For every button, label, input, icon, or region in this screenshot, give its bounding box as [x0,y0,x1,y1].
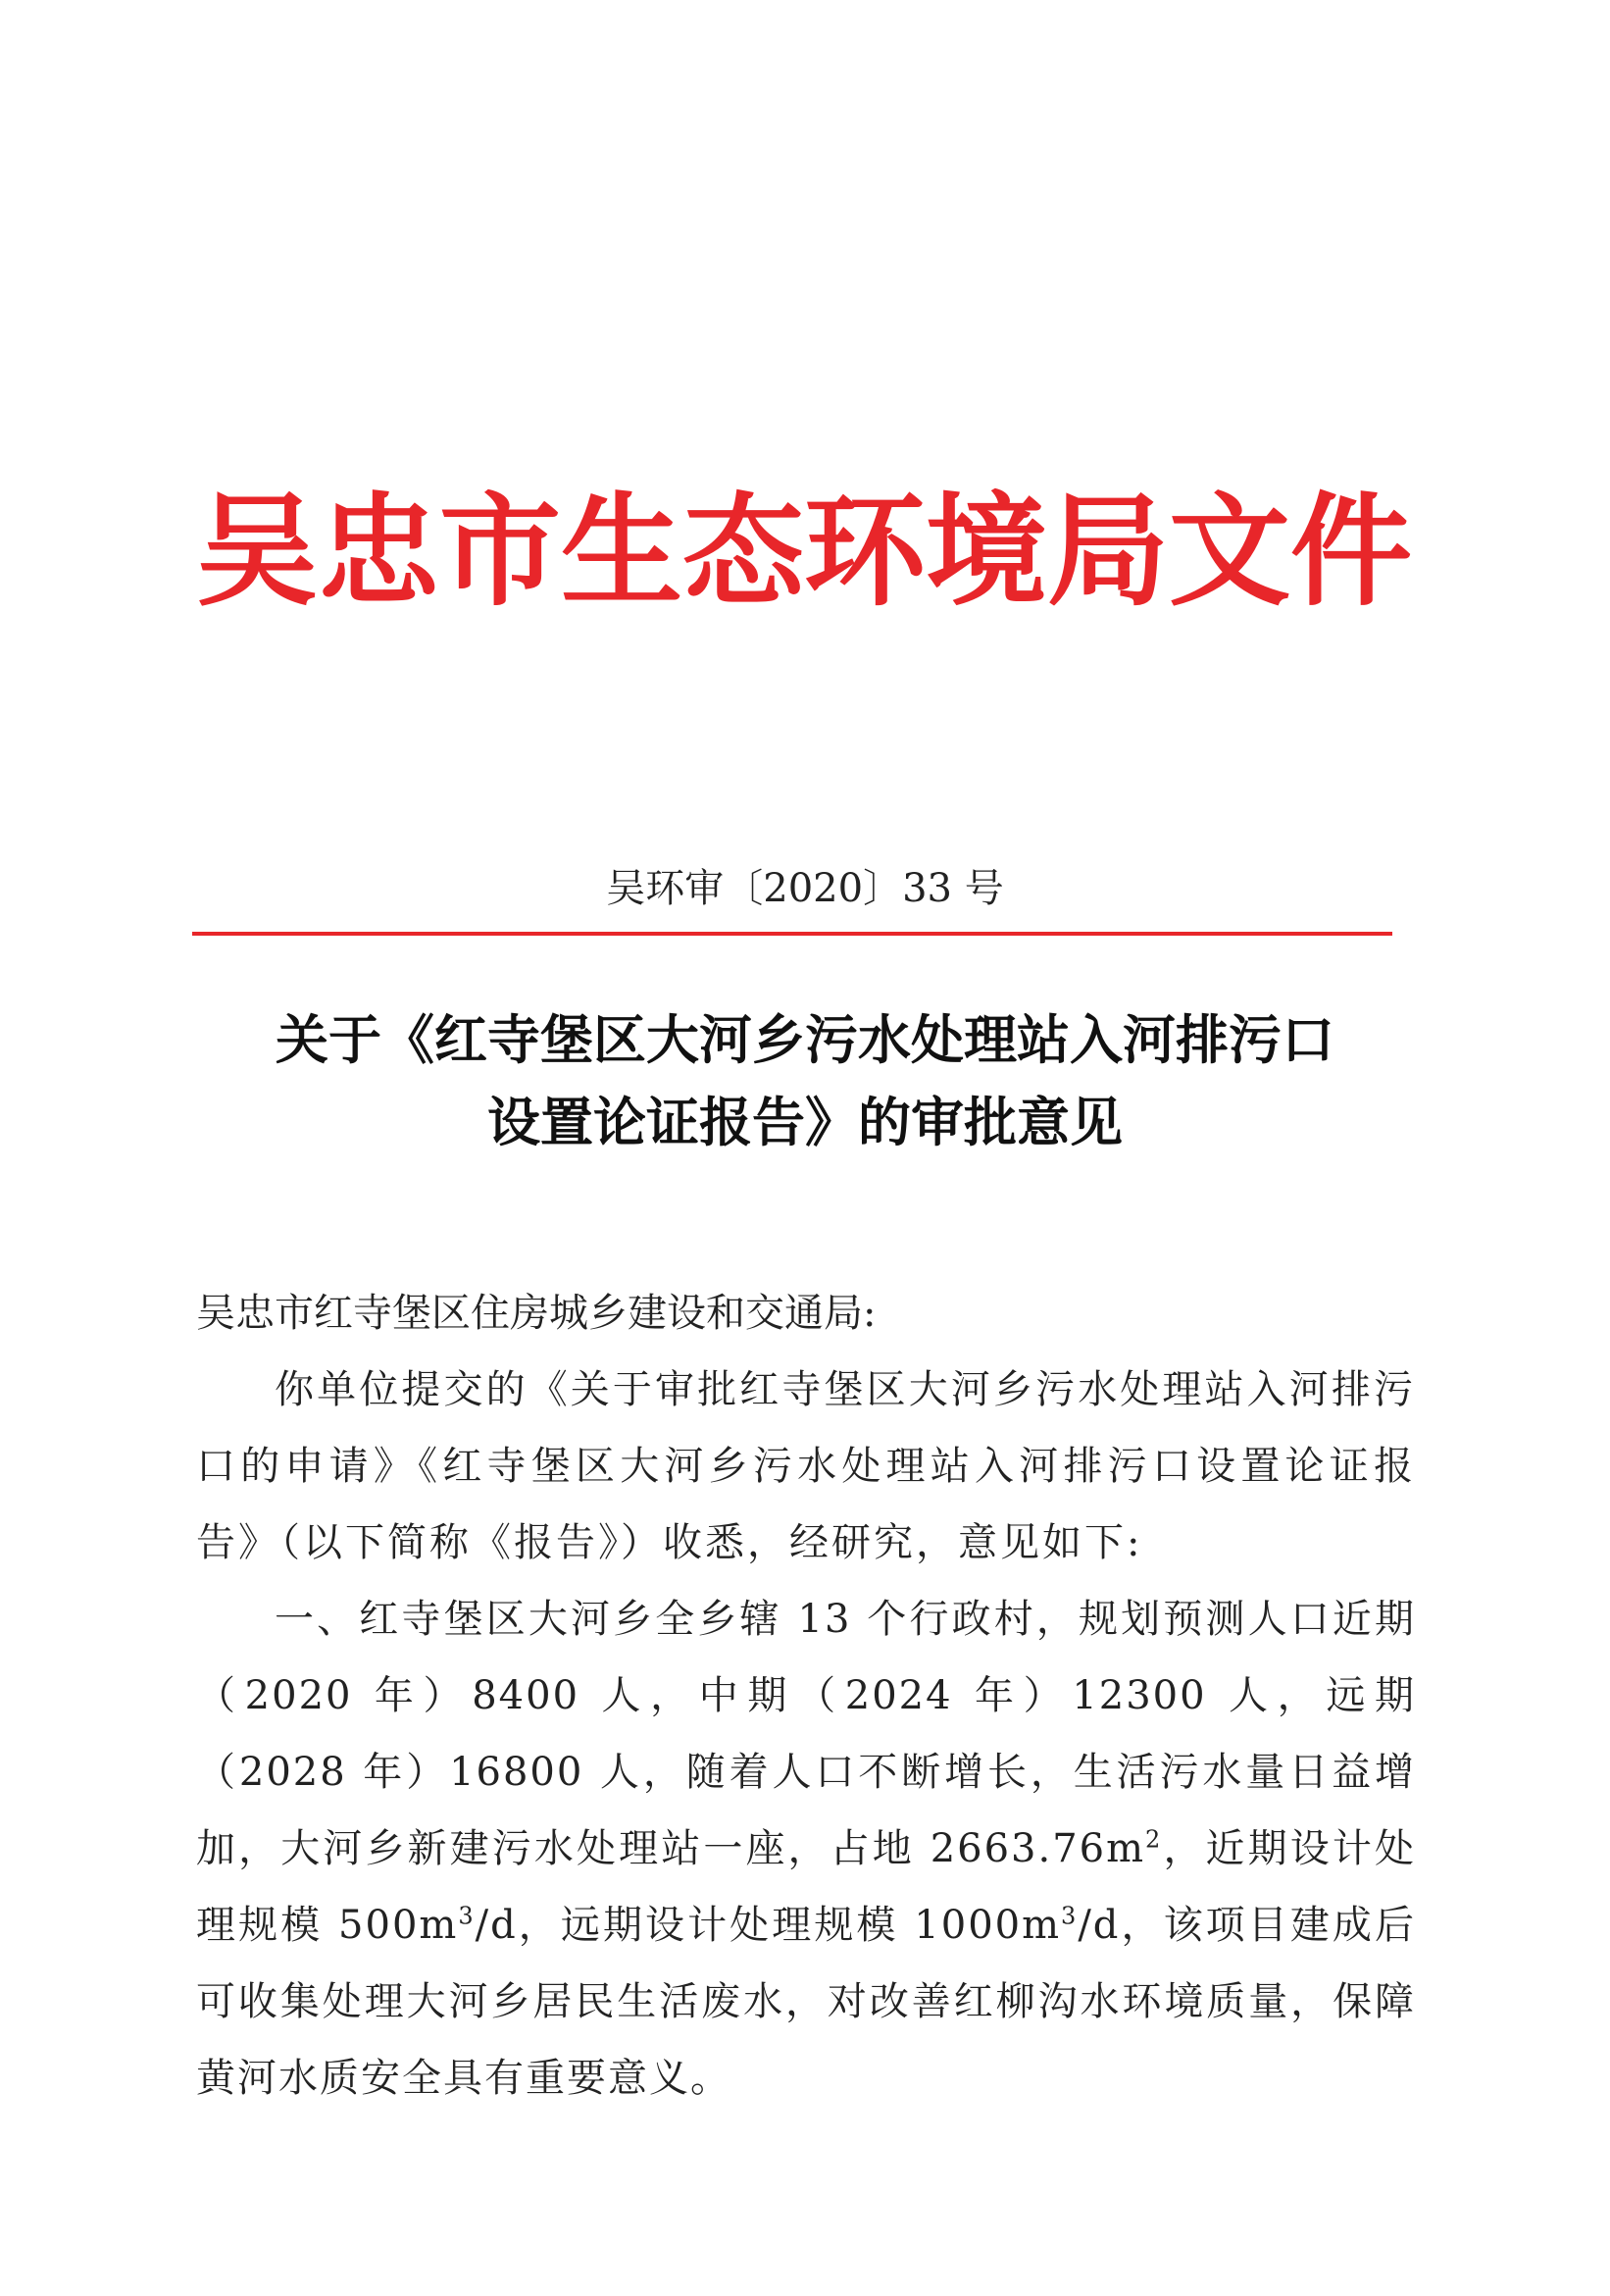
superscript-3b: 3 [1061,1902,1079,1930]
red-divider-line [192,932,1392,936]
masthead-title: 吴忠市生态环境局文件 [196,481,1413,623]
title-line-1: 关于《红寺堡区大河乡污水处理站入河排污口 [276,1008,1334,1071]
superscript-3a: 3 [458,1902,476,1930]
title-line-2: 设置论证报告》的审批意见 [487,1091,1123,1153]
body-paragraph-1: 你单位提交的《关于审批红寺堡区大河乡污水处理站入河排污口的申请》《红寺堡区大河乡污水处理站入河排污口设置论证报告》（以下简称《报告》）收悉，经研究，意见如下: [196,1367,1416,1565]
document-title [147,998,1463,1163]
document-body [196,1275,1416,2117]
body-paragraph-2 [196,1581,1416,2117]
paragraph-2-text-a: 一、红寺堡区大河乡全乡辖 13 个行政村，规划预测人口近期（2020 年）8400 人，中期（2024 年）12300 人，远期（2028 年）16800 人，随着人口不断增长，生活污水量日益增加，大河乡新建污水处理站一座，占地 2663.76m [196,1597,1416,1871]
paragraph-2-text-c: /d，远期设计处理规模 1000m [475,1903,1062,1948]
superscript-2: 2 [1145,1825,1163,1854]
salutation: 吴忠市红寺堡区住房城乡建设和交通局: [196,1291,877,1336]
document-number: 吴环审〔2020〕33 号 [606,866,1004,911]
paragraph-2-text-b: ，近期设计处理规模 500m [196,1826,1416,1948]
paragraph-2-text-d: /d，该项目建成后可收集处理大河乡居民生活废水，对改善红柳沟水环境质量，保障黄河水质安全具有重要意义。 [196,1903,1416,2101]
